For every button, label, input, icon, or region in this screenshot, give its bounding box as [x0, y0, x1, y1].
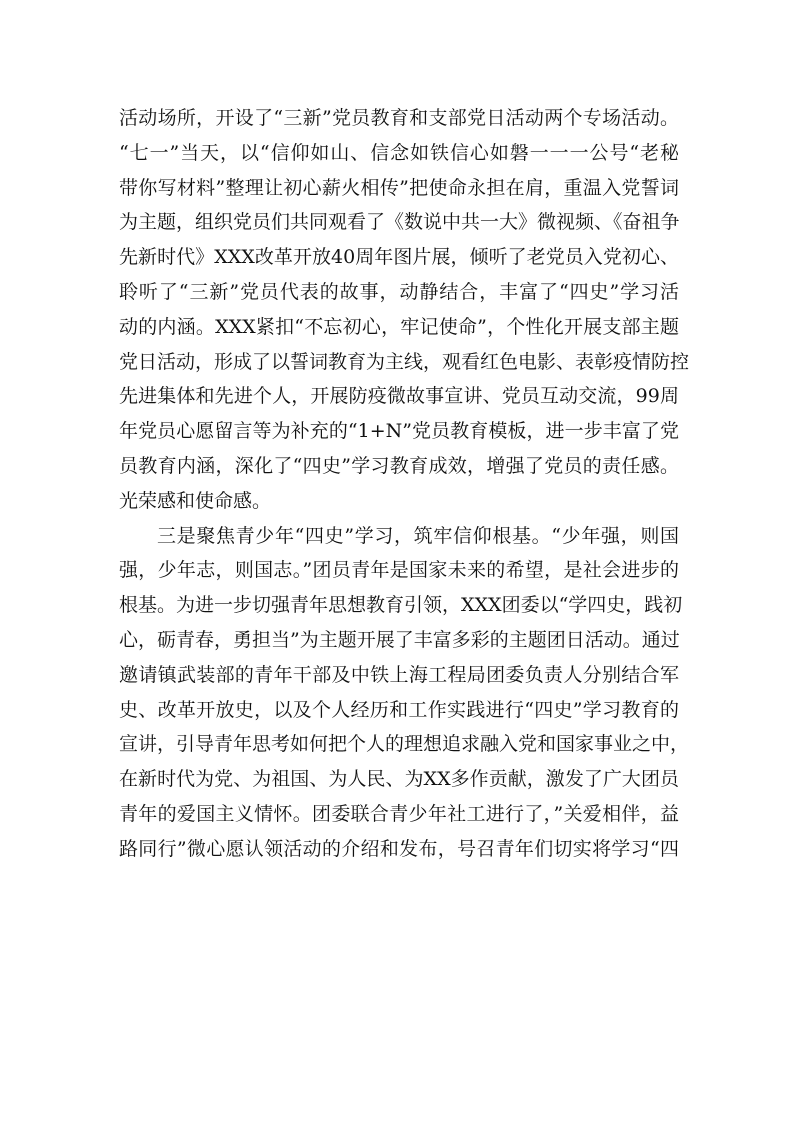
text-line: 在新时代为党、为祖国、为人民、为XX多作贡献，激发了广大团员 [119, 768, 679, 791]
text-line: 活动场所，开设了“三新”党员教育和支部党日活动两个专场活动。 [119, 107, 679, 129]
text-line: 宣讲，引导青年思考如何把个人的理想追求融入党和国家事业之中， [119, 733, 690, 756]
text-line: 党日活动，形成了以誓词教育为主线，观看红色电影、表彰疫情防控 [119, 350, 690, 373]
text-line: 聆听了“三新”党员代表的故事，动静结合，丰富了“四史”学习活 [119, 280, 679, 303]
text-line: 带你写材料”整理让初心薪火相传”把使命永担在肩，重温入党誓词 [119, 176, 679, 199]
text-line: 员教育内涵，深化了“四史”学习教育成效，增强了党员的责任感。 [119, 454, 679, 477]
body-text [119, 101, 690, 867]
text-line: 光荣感和使命感。 [119, 489, 272, 512]
text-line: 青年的爱国主义情怀。团委联合青少年社工进行了，”关爱相伴，益 [119, 802, 679, 825]
text-line: 心，砺青春，勇担当”为主题开展了丰富多彩的主题团日活动。通过 [119, 628, 680, 651]
text-line: 史、改革开放史，以及个人经历和工作实践进行“四史”学习教育的 [119, 698, 679, 721]
text-line: 路同行”微心愿认领活动的介绍和发布，号召青年们切实将学习“四 [119, 837, 679, 860]
text-line: 根基。为进一步切强青年思想教育引领，XXX团委以“学四史，践初 [119, 594, 683, 617]
text-line: 先新时代》XXX改革开放40周年图片展，倾听了老党员入党初心、 [119, 246, 679, 269]
text-line: 邀请镇武装部的青年干部及中铁上海工程局团委负责人分别结合军 [119, 663, 679, 686]
text-line: 先进集体和先进个人，开展防疫微故事宣讲、党员互动交流，99周 [119, 385, 679, 408]
text-line: 强，少年志，则国志。”团员青年是国家未来的希望，是社会进步的 [119, 559, 679, 582]
text-line: 为主题，组织党员们共同观看了《数说中共一大》微视频、《奋祖争 [119, 211, 680, 234]
text-line: 年党员心愿留言等为补充的“1+N”党员教育模板，进一步丰富了党 [119, 420, 679, 443]
text-line: 动的内涵。XXX紧扣“不忘初心，牢记使命”，个性化开展支部主题 [119, 315, 679, 338]
paragraph-start-line: 三是聚焦青少年“四史”学习，筑牢信仰根基。“少年强，则国 [157, 524, 679, 547]
text-line: “七一”当天，以“信仰如山、信念如铁信心如磐一一一公号“老秘 [119, 141, 679, 164]
